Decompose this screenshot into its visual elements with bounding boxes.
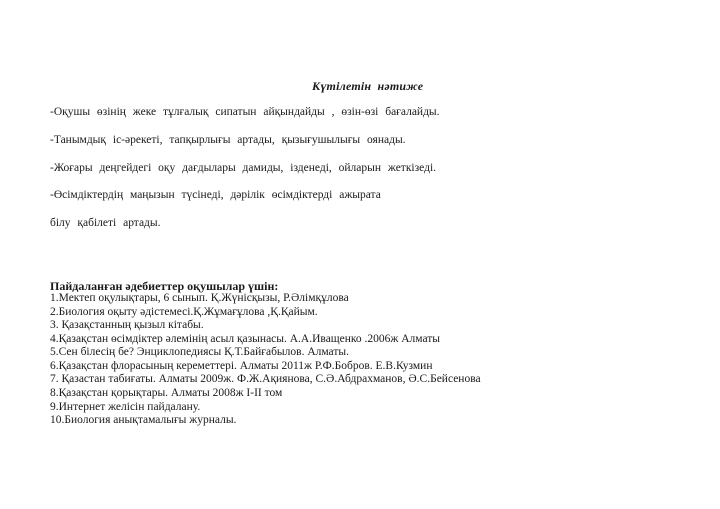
reference-item: 2.Биология оқыту әдістемесі.Қ.Жұмағұлова ,Қ.Қайым. <box>50 306 318 318</box>
reference-item: 7. Қазастан табиғаты. Алматы 2009ж. Ф.Ж.Ақиянова, С.Ә.Абдрахманов, Ә.С.Бейсенова <box>50 373 481 385</box>
reference-item: 5.Сен білесің бе? Энциклопедиясы Қ.Т.Байғабылов. Алматы. <box>50 346 349 358</box>
result-line: -Танымдық іс-әрекеті, тапқырлығы артады, қызығушылығы оянады. <box>50 134 406 146</box>
page-heading: Күтілетін нәтиже <box>312 79 424 93</box>
reference-item: 9.Интернет желісін пайдалану. <box>50 401 201 413</box>
reference-item: 1.Мектеп оқулықтары, 6 сынып. Қ.Жүнісқызы, Р.Әлімқұлова <box>50 292 349 304</box>
reference-item: 8.Қазақстан қорықтары. Алматы 2008ж І-ІІ том <box>50 387 283 399</box>
result-line: -Өсімдіктердің маңызын түсінеді, дәрілік өсімдіктерді ажырата <box>50 189 381 201</box>
reference-item: 10.Биология анықтамалығы журналы. <box>50 414 237 426</box>
result-line: -Жоғары деңгейдегі оқу дағдылары дамиды, ізденеді, ойларын жеткізеді. <box>50 162 437 174</box>
result-line: -Оқушы өзінің жеке тұлғалық сипатын айқындайды , өзін-өзі бағалайды. <box>50 106 440 118</box>
reference-item: 3. Қазақстанның қызыл кітабы. <box>50 319 204 331</box>
reference-item: 6.Қазақстан флорасының кереметтері. Алматы 2011ж Р.Ф.Бобров. Е.В.Кузмин <box>50 360 433 372</box>
result-line: білу қабілеті артады. <box>50 217 161 229</box>
reference-item: 4.Қазақстан өсімдіктер әлемінің асыл қазынасы. А.А.Иващенко .2006ж Алматы <box>50 333 441 345</box>
references-title: Пайдаланған әдебиеттер оқушылар үшін: <box>50 279 279 293</box>
